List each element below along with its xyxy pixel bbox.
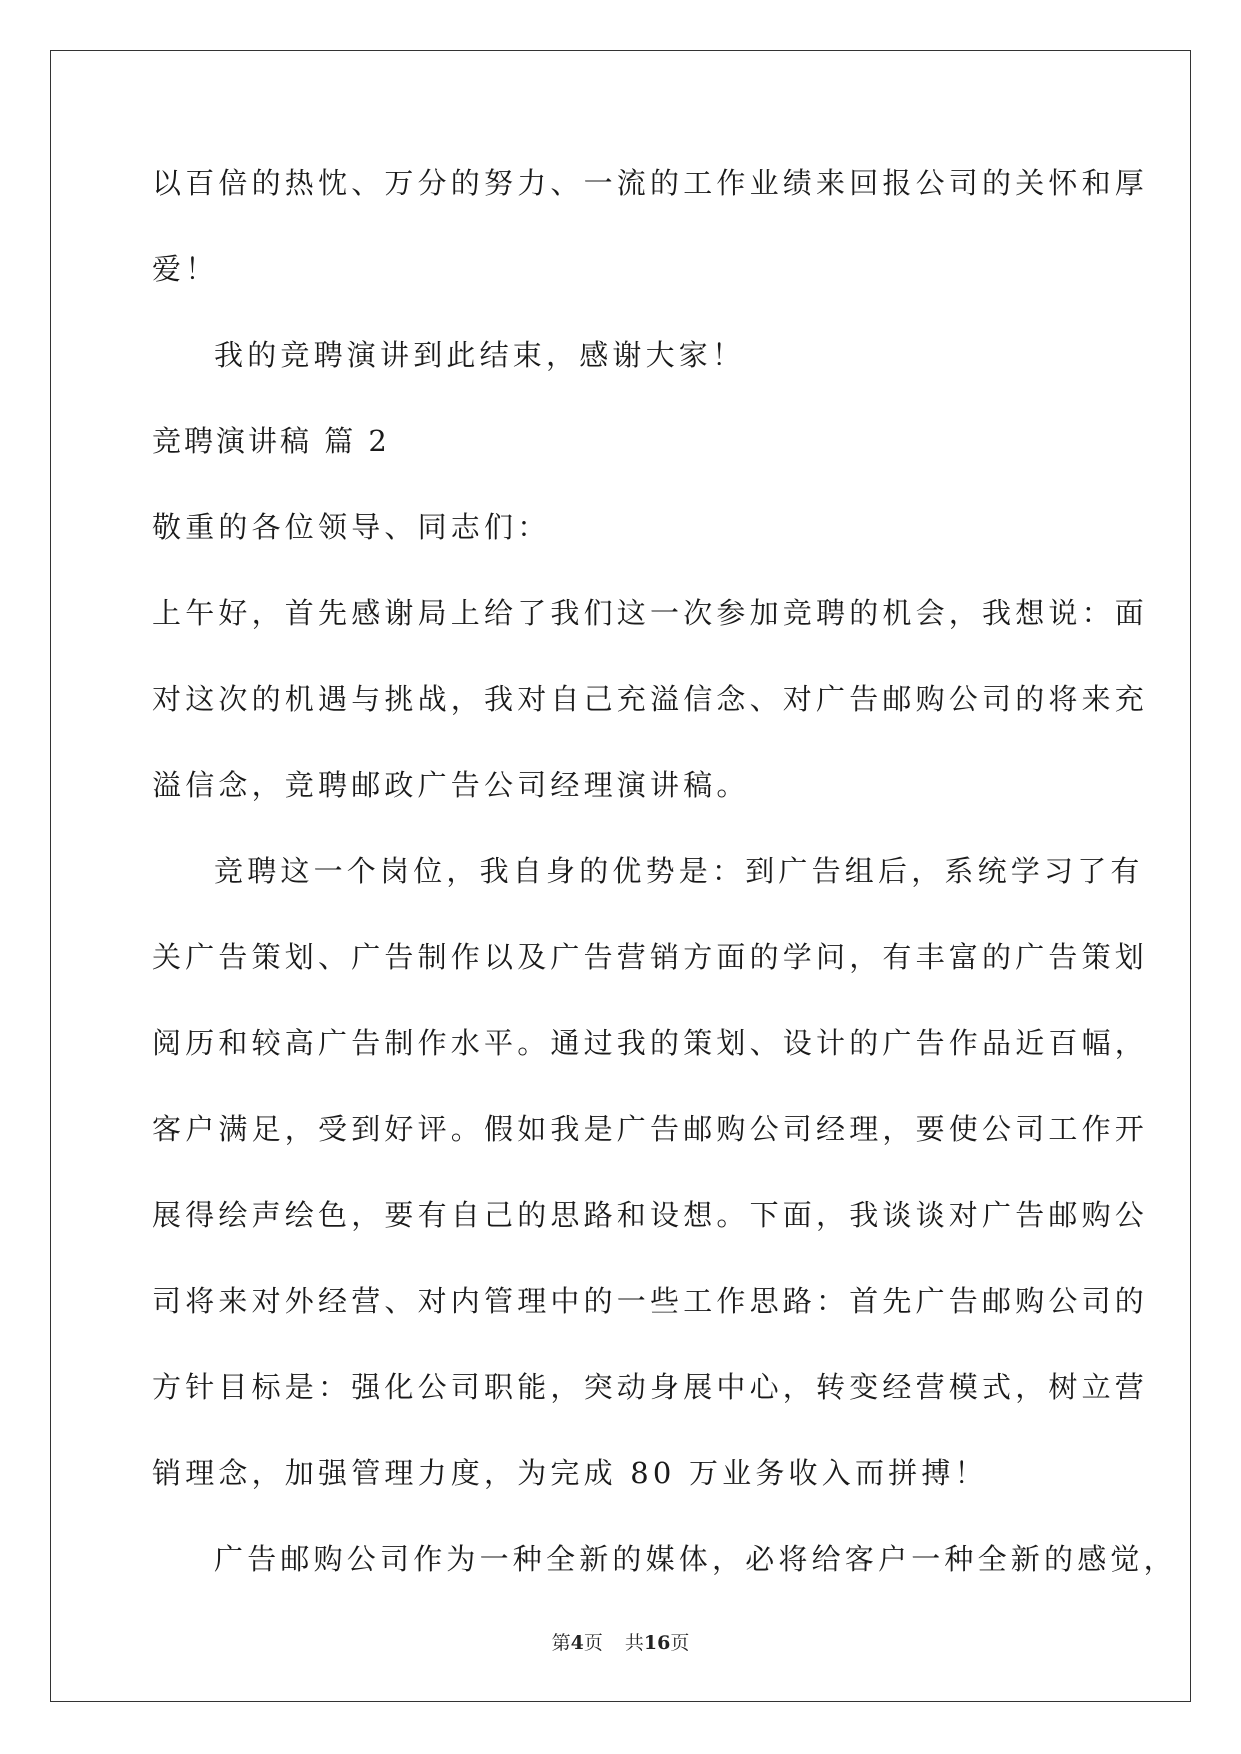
footer-page-prefix: 第 [551,1632,571,1654]
paragraph-line: 上午好，首先感谢局上给了我们这一次参加竞聘的机会，我想说：面 [152,596,1149,630]
paragraph-line: 对这次的机遇与挑战，我对自己充溢信念、对广告邮购公司的将来充 [152,682,1149,716]
section-heading: 竞聘演讲稿 篇 2 [152,424,390,458]
paragraph-line: 我的竞聘演讲到此结束，感谢大家！ [214,338,746,372]
footer-total-prefix: 共 [624,1632,644,1654]
footer-page-suffix: 页 [583,1632,603,1654]
paragraph-line: 溢信念，竞聘邮政广告公司经理演讲稿。 [152,768,750,802]
footer-total-number: 16 [643,1632,671,1654]
paragraph-line: 关广告策划、广告制作以及广告营销方面的学问，有丰富的广告策划 [152,940,1149,974]
paragraph-line: 展得绘声绘色，要有自己的思路和设想。下面，我谈谈对广告邮购公 [152,1198,1149,1232]
paragraph-line: 广告邮购公司作为一种全新的媒体，必将给客户一种全新的感觉， [214,1542,1177,1576]
paragraph-line: 竞聘这一个岗位，我自身的优势是：到广告组后，系统学习了有 [214,854,1144,888]
paragraph-line: 司将来对外经营、对内管理中的一些工作思路：首先广告邮购公司的 [152,1284,1149,1318]
paragraph-line: 以百倍的热忱、万分的努力、一流的工作业绩来回报公司的关怀和厚 [152,166,1149,200]
page-footer [0,1628,1241,1655]
paragraph-line: 方针目标是：强化公司职能，突动身展中心，转变经营模式，树立营 [152,1370,1149,1404]
footer-page-number: 4 [570,1632,584,1654]
paragraph-line: 爱！ [152,252,219,286]
salutation: 敬重的各位领导、同志们： [152,510,551,544]
paragraph-line: 客户满足，受到好评。假如我是广告邮购公司经理，要使公司工作开 [152,1112,1149,1146]
paragraph-line: 销理念，加强管理力度，为完成 80 万业务收入而拼搏！ [152,1456,988,1490]
footer-total-suffix: 页 [670,1632,690,1654]
paragraph-line: 阅历和较高广告制作水平。通过我的策划、设计的广告作品近百幅， [152,1026,1149,1060]
document-body [152,160,1177,1622]
